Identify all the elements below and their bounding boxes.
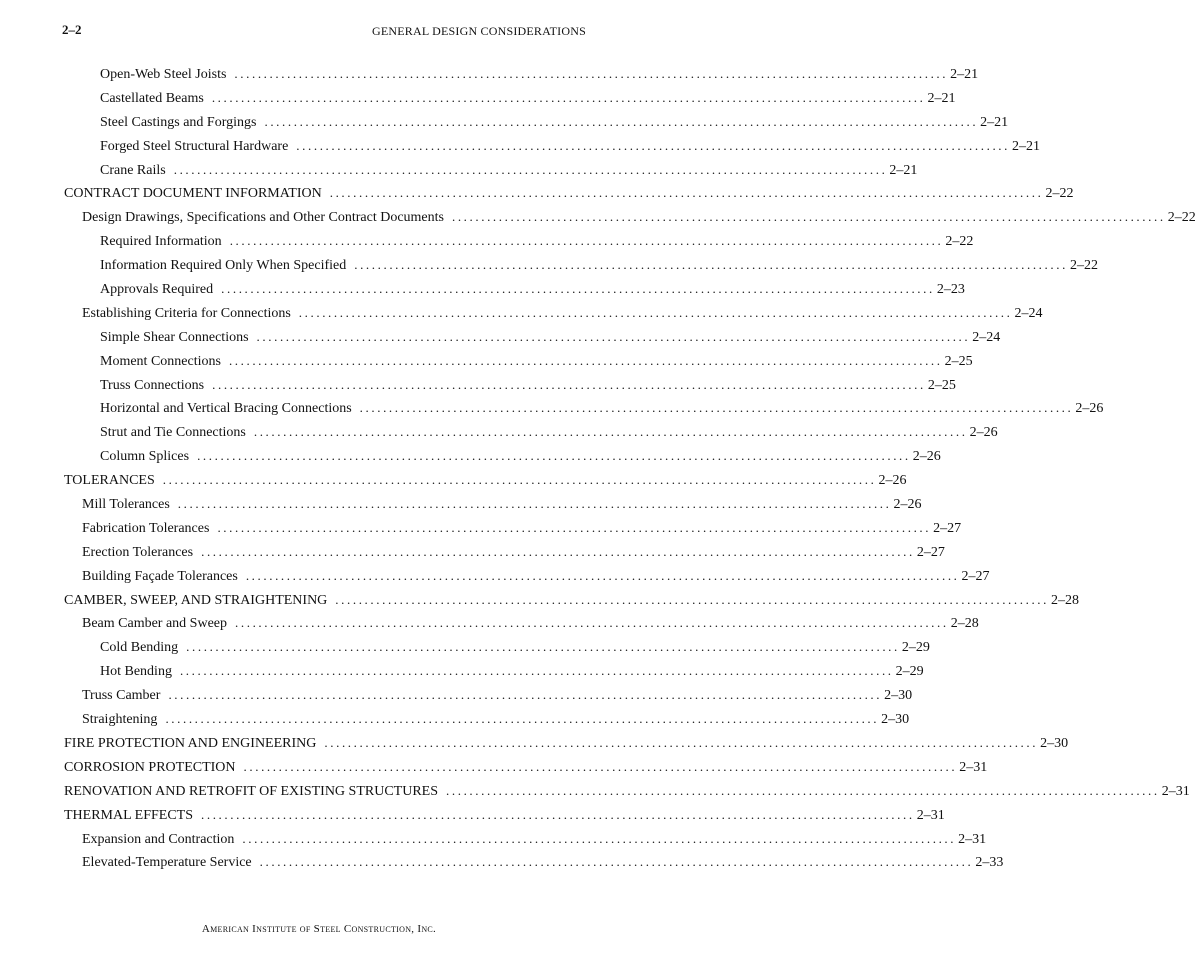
toc-dot-leader: .......................................................................................................................... [335, 591, 1049, 607]
toc-entry-page: 2–29 [895, 664, 924, 680]
toc-entry-label: Information Required Only When Specified [100, 258, 347, 274]
toc-entry-label: Establishing Criteria for Connections [82, 305, 291, 321]
toc-dot-leader: .......................................................................................................................... [253, 424, 968, 440]
toc-entry-label: Crane Rails [100, 162, 166, 178]
toc-entry[interactable] [0, 446, 941, 470]
toc-entry-line [100, 446, 941, 467]
toc-entry-line [82, 494, 922, 515]
toc-entry-label: Open-Web Steel Joists [100, 67, 227, 82]
toc-dot-leader: .......................................................................................................................... [229, 233, 944, 249]
toc-entry-line [82, 518, 962, 539]
toc-entry-page: 2–27 [961, 568, 990, 584]
toc-dot-leader: .......................................................................................................................... [221, 281, 935, 297]
toc-entry-line [100, 64, 979, 85]
toc-entry-label: Mill Tolerances [82, 497, 170, 513]
toc-entry-line [100, 112, 1009, 133]
toc-entry[interactable] [0, 183, 1074, 207]
toc-dot-leader: .......................................................................................................................... [245, 567, 960, 583]
toc-entry[interactable] [0, 805, 945, 829]
toc-entry-line [100, 637, 930, 658]
footer-publisher: American Institute of Steel Construction, Inc. [201, 923, 437, 935]
toc-entry-page: 2–26 [969, 425, 998, 441]
toc-dot-leader: .......................................................................................................................... [354, 257, 1068, 273]
toc-entry-line [64, 805, 945, 826]
toc-dot-leader: .......................................................................................................................... [359, 400, 1074, 416]
toc-dot-leader: .......................................................................................................................... [259, 854, 974, 870]
toc-entry[interactable] [0, 709, 910, 733]
toc-dot-leader: .......................................................................................................................... [201, 806, 915, 822]
toc-entry-label: Elevated-Temperature Service [82, 855, 252, 871]
toc-dot-leader: .......................................................................................................................... [446, 782, 1160, 798]
toc-entry[interactable] [0, 733, 1069, 757]
toc-entry-line [64, 183, 1074, 204]
toc-entry[interactable] [0, 136, 1040, 160]
toc-entry-label: TOLERANCES [64, 473, 155, 489]
toc-entry-line [82, 613, 979, 634]
toc-entry-label: Cold Bending [100, 640, 179, 656]
toc-entry[interactable] [0, 160, 918, 184]
toc-entry[interactable] [0, 685, 913, 709]
toc-dot-leader: .......................................................................................................................... [177, 496, 892, 512]
toc-entry-page: 2–29 [901, 640, 930, 656]
toc-dot-leader: .......................................................................................................................... [235, 615, 949, 631]
toc-entry-label: Straightening [82, 712, 158, 728]
toc-entry-page: 2–21 [1012, 138, 1040, 154]
toc-entry-line [100, 661, 924, 682]
toc-entry-line [82, 852, 1004, 873]
toc-entry-label: Steel Castings and Forgings [100, 114, 257, 130]
toc-entry-page: 2–33 [975, 855, 1004, 871]
toc-entry-page: 2–31 [958, 831, 987, 847]
toc-entry-page: 2–30 [884, 688, 913, 704]
toc-entry-page: 2–30 [881, 712, 910, 728]
toc-entry-line [82, 542, 945, 563]
toc-entry[interactable] [0, 327, 1001, 351]
toc-entry-page: 2–28 [1051, 592, 1079, 608]
toc-dot-leader: .......................................................................................................................... [243, 758, 958, 774]
toc-entry-line [100, 255, 1098, 276]
toc-entry-line [64, 781, 1190, 802]
table-of-contents [0, 64, 1196, 876]
toc-dot-leader: .......................................................................................................................... [242, 830, 957, 846]
toc-entry[interactable] [0, 422, 998, 446]
toc-entry[interactable] [0, 542, 945, 566]
toc-entry[interactable] [0, 112, 1009, 136]
toc-entry-label: Erection Tolerances [82, 544, 194, 560]
toc-dot-leader: .......................................................................................................................... [256, 328, 971, 344]
page-number: 2–2 [62, 22, 82, 37]
toc-entry-page: 2–27 [916, 544, 945, 560]
toc-entry[interactable] [0, 64, 979, 88]
toc-entry-page: 2–21 [889, 162, 918, 178]
toc-entry-line [100, 422, 998, 443]
toc-entry-line [100, 351, 973, 372]
toc-entry[interactable] [0, 781, 1190, 805]
toc-entry-label: Beam Camber and Sweep [82, 616, 228, 632]
toc-entry[interactable] [0, 494, 922, 518]
toc-entry-label: Strut and Tie Connections [100, 425, 246, 441]
toc-entry[interactable] [0, 829, 987, 853]
toc-entry-label: Moment Connections [100, 353, 221, 369]
toc-entry-label: CAMBER, SWEEP, AND STRAIGHTENING [64, 592, 328, 608]
running-head: GENERAL DESIGN CONSIDERATIONS [371, 24, 586, 38]
toc-entry-label: Simple Shear Connections [100, 329, 249, 345]
toc-entry-line [82, 709, 910, 730]
toc-entry-label: Column Splices [100, 449, 190, 465]
toc-entry-line [100, 160, 918, 181]
toc-entry-page: 2–21 [950, 67, 979, 82]
toc-entry-label: Building Façade Tolerances [82, 568, 238, 584]
toc-entry-label: RENOVATION AND RETROFIT OF EXISTING STRUCTURES [64, 783, 439, 799]
toc-entry-page: 2–24 [1014, 305, 1043, 321]
toc-entry[interactable] [0, 518, 962, 542]
toc-dot-leader: .......................................................................................................................... [264, 113, 979, 129]
toc-dot-leader: .......................................................................................................................... [324, 734, 1039, 750]
toc-dot-leader: .......................................................................................................................... [234, 66, 949, 81]
toc-entry-line [82, 566, 990, 587]
toc-entry-line [100, 398, 1104, 419]
toc-entry[interactable] [0, 88, 956, 112]
toc-entry-label: CORROSION PROTECTION [64, 759, 236, 775]
toc-entry-line [100, 88, 956, 109]
toc-entry-page: 2–26 [878, 473, 907, 489]
toc-entry[interactable] [0, 470, 907, 494]
toc-entry-line [82, 207, 1196, 228]
toc-entry-page: 2–26 [1075, 401, 1104, 417]
toc-dot-leader: .......................................................................................................................... [451, 209, 1166, 225]
toc-entry-line [64, 757, 988, 778]
toc-entry-label: Truss Connections [100, 377, 205, 393]
toc-entry[interactable] [0, 757, 988, 781]
toc-entry[interactable] [0, 398, 1104, 422]
toc-entry[interactable] [0, 590, 1079, 614]
toc-entry-label: Fabrication Tolerances [82, 520, 210, 536]
toc-entry-page: 2–22 [945, 234, 974, 250]
toc-entry[interactable] [0, 637, 930, 661]
toc-entry-page: 2–28 [950, 616, 979, 632]
toc-entry-label: Required Information [100, 234, 222, 250]
toc-entry-label: Castellated Beams [100, 90, 204, 106]
toc-entry-line [64, 733, 1069, 754]
toc-dot-leader: .......................................................................................................................... [197, 448, 911, 464]
toc-entry[interactable] [0, 661, 924, 685]
toc-dot-leader: .......................................................................................................................... [162, 472, 877, 488]
toc-entry-label: FIRE PROTECTION AND ENGINEERING [64, 735, 317, 751]
toc-entry-line [100, 231, 974, 252]
toc-entry[interactable] [0, 279, 965, 303]
toc-entry[interactable] [0, 303, 1043, 327]
toc-entry-line [64, 470, 907, 491]
toc-entry-line [100, 279, 965, 300]
toc-entry[interactable] [0, 852, 1004, 876]
toc-entry-line [100, 327, 1001, 348]
toc-entry-page: 2–26 [912, 449, 941, 465]
toc-dot-leader: .......................................................................................................................... [179, 663, 894, 679]
toc-entry-label: Approvals Required [100, 282, 214, 298]
toc-entry-page: 2–23 [936, 282, 965, 298]
toc-dot-leader: .......................................................................................................................... [296, 137, 1010, 153]
toc-dot-leader: .......................................................................................................................... [173, 161, 888, 177]
toc-entry-page: 2–24 [972, 329, 1001, 345]
toc-entry-page: 2–31 [916, 807, 945, 823]
toc-entry-page: 2–25 [944, 353, 973, 369]
toc-entry-line [82, 303, 1043, 324]
toc-dot-leader: .......................................................................................................................... [217, 519, 932, 535]
toc-entry-line [64, 590, 1079, 611]
toc-entry-line [82, 829, 987, 850]
toc-dot-leader: .......................................................................................................................... [186, 639, 900, 655]
toc-entry[interactable] [0, 207, 1196, 231]
toc-dot-leader: .......................................................................................................................... [298, 304, 1013, 320]
toc-entry-label: Horizontal and Vertical Bracing Connections [100, 401, 352, 417]
toc-entry-line [100, 375, 956, 396]
toc-entry-page: 2–31 [959, 759, 988, 775]
toc-entry-page: 2–22 [1045, 186, 1074, 202]
toc-dot-leader: .......................................................................................................................... [329, 185, 1044, 201]
toc-entry[interactable] [0, 613, 979, 637]
toc-entry[interactable] [0, 566, 990, 590]
toc-entry[interactable] [0, 351, 973, 375]
toc-dot-leader: .......................................................................................................................... [211, 89, 926, 105]
toc-dot-leader: .......................................................................................................................... [212, 376, 926, 392]
toc-entry-page: 2–31 [1161, 783, 1190, 799]
toc-entry[interactable] [0, 255, 1098, 279]
toc-dot-leader: .......................................................................................................................... [165, 711, 880, 727]
toc-entry-page: 2–22 [1167, 210, 1196, 226]
toc-dot-leader: .......................................................................................................................... [201, 543, 915, 559]
toc-entry-line [100, 136, 1040, 157]
toc-entry-label: Forged Steel Structural Hardware [100, 138, 289, 154]
toc-entry-page: 2–22 [1069, 258, 1098, 274]
toc-entry-label: Hot Bending [100, 664, 172, 680]
toc-entry[interactable] [0, 375, 956, 399]
toc-entry-page: 2–25 [927, 377, 956, 393]
toc-dot-leader: .......................................................................................................................... [168, 687, 883, 703]
toc-entry-label: Expansion and Contraction [82, 831, 235, 847]
toc-entry-page: 2–26 [893, 497, 922, 513]
toc-entry-label: THERMAL EFFECTS [64, 807, 193, 823]
toc-entry-label: Truss Camber [82, 688, 161, 704]
toc-entry[interactable] [0, 231, 974, 255]
toc-dot-leader: .......................................................................................................................... [228, 352, 943, 368]
toc-entry-line [82, 685, 913, 706]
toc-entry-label: Design Drawings, Specifications and Other Contract Documents [82, 210, 444, 226]
toc-entry-page: 2–21 [980, 114, 1009, 130]
toc-entry-page: 2–27 [933, 520, 962, 536]
toc-entry-page: 2–21 [927, 90, 956, 106]
toc-entry-page: 2–30 [1040, 735, 1069, 751]
toc-entry-label: CONTRACT DOCUMENT INFORMATION [64, 186, 322, 202]
